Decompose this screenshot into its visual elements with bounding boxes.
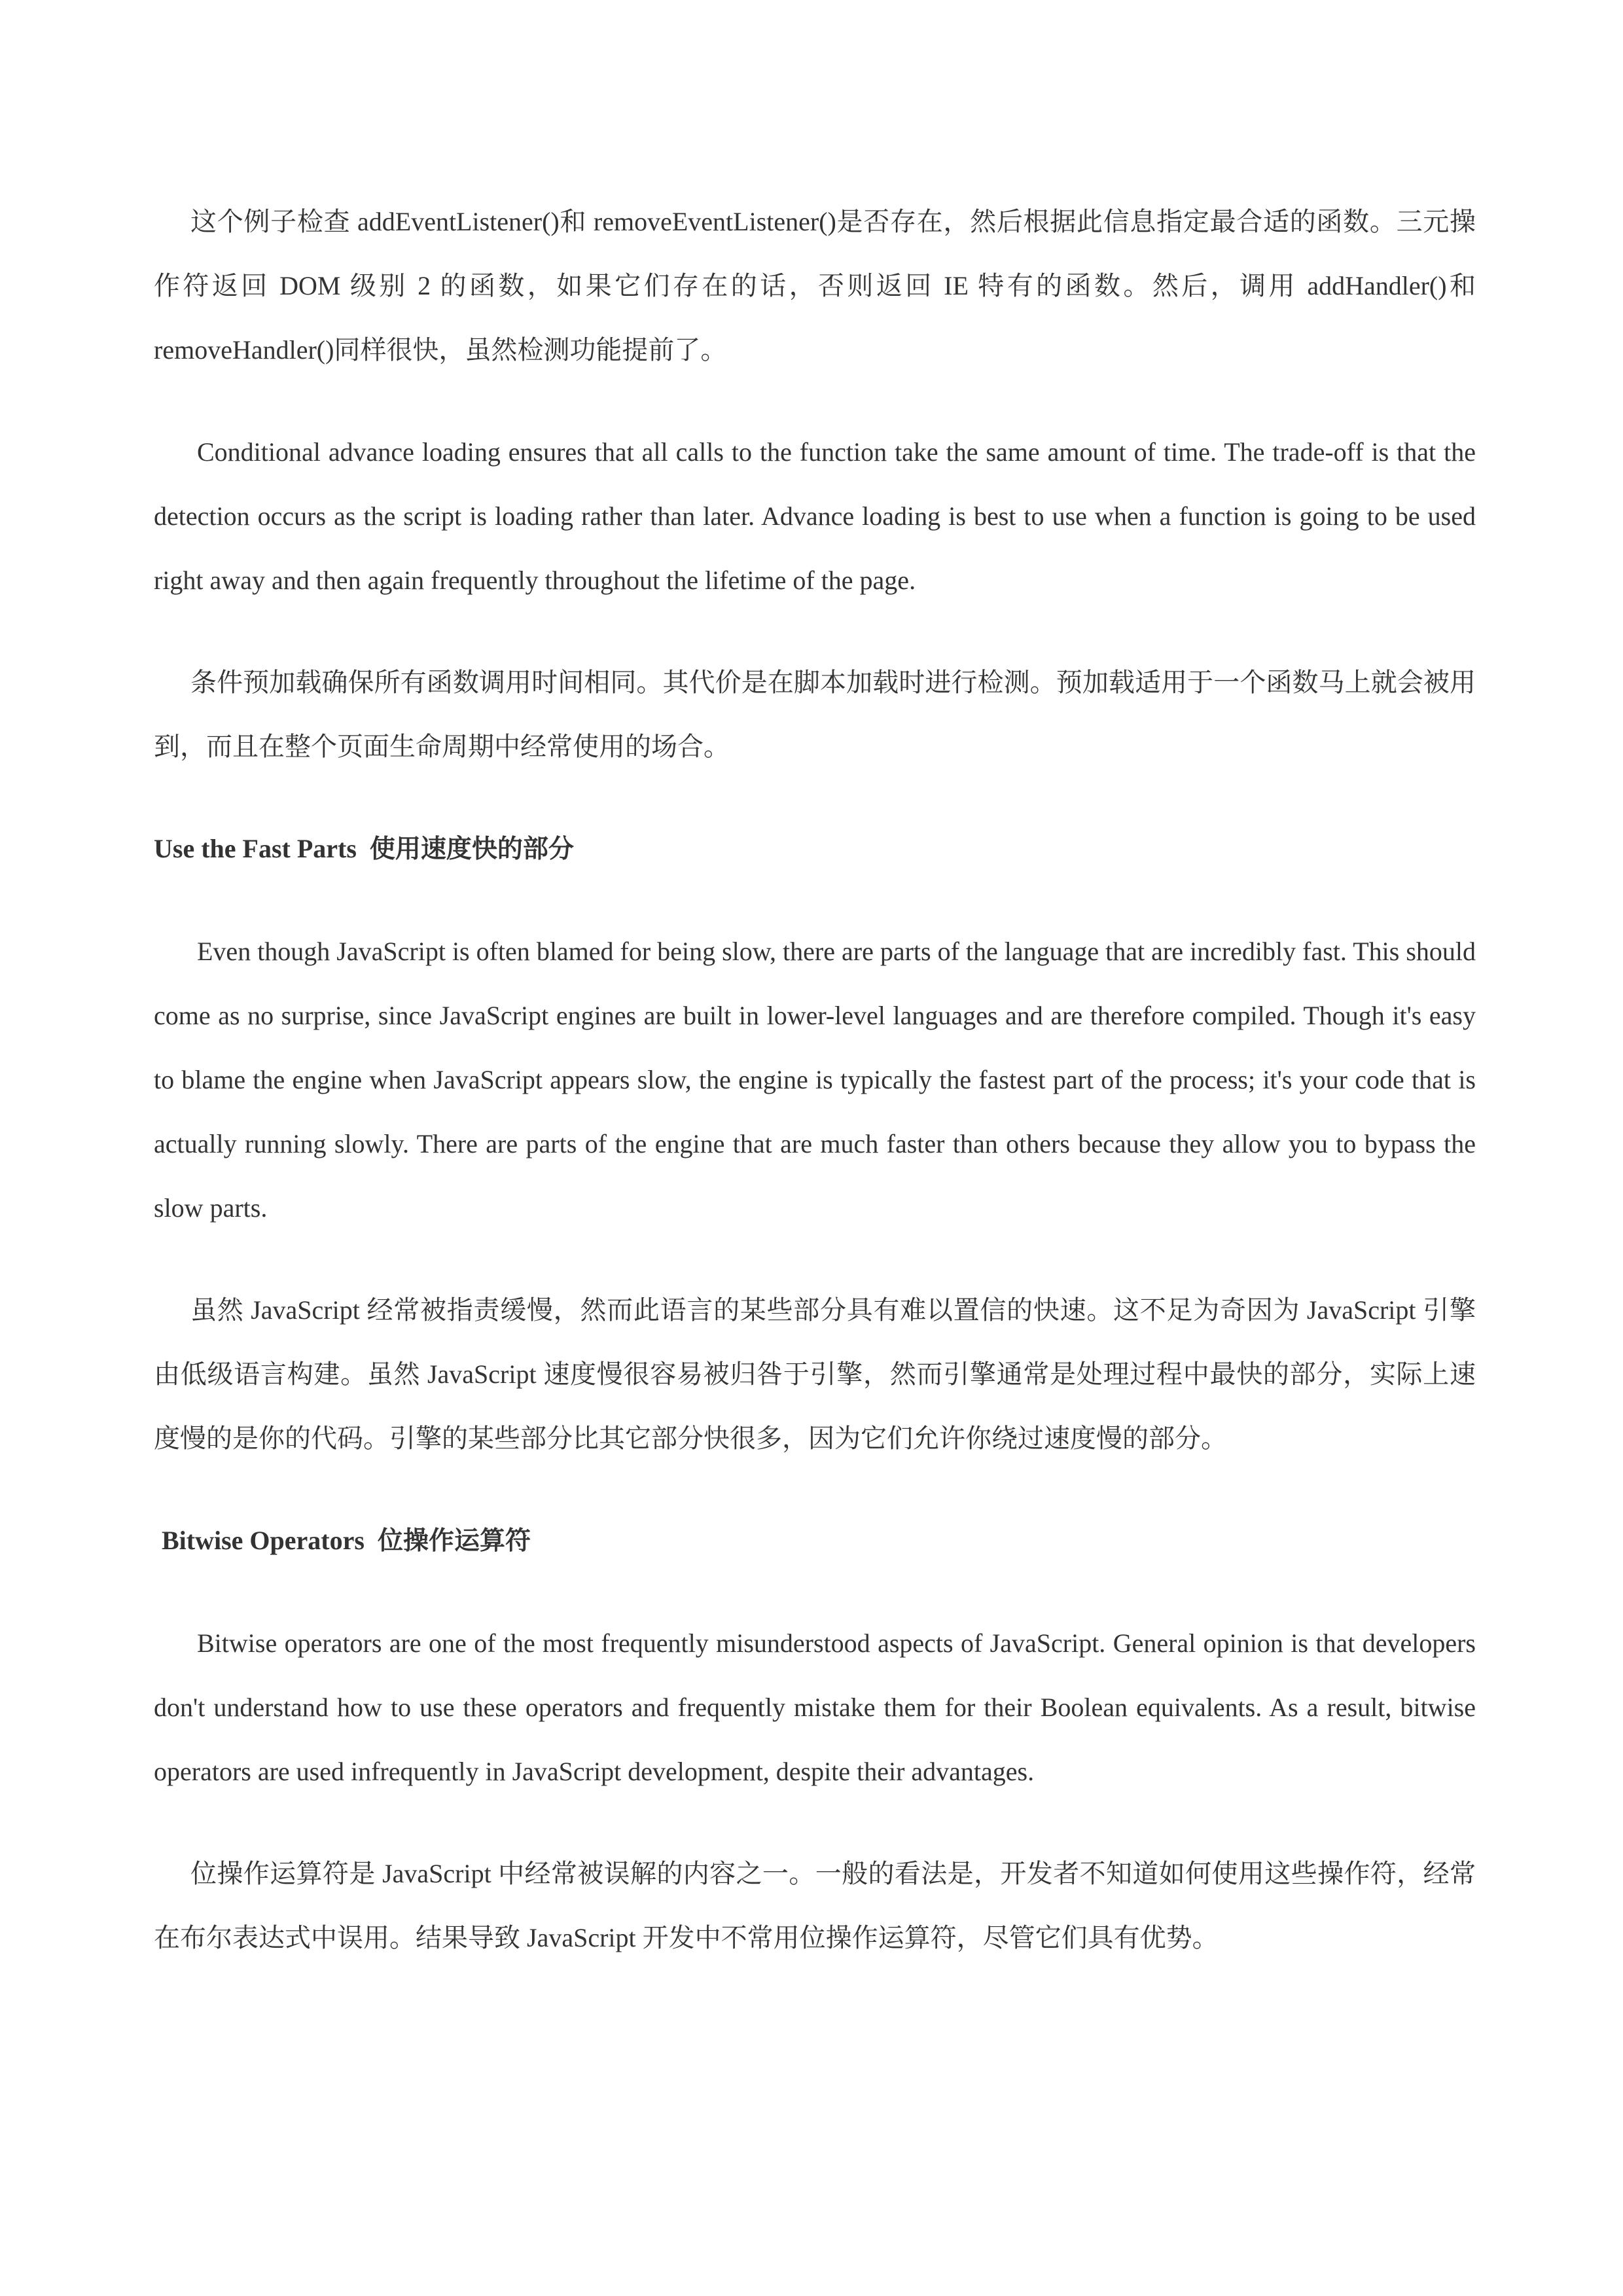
spacer — [154, 382, 1476, 420]
paragraph-bitwise-zh: 位操作运算符是 JavaScript 中经常被误解的内容之一。一般的看法是，开发者不知道如何使用这些操作符，经常在布尔表达式中误用。结果导致 JavaScript 开发中不常用位操作运算符，尽管它们具有优势。 — [154, 1859, 1476, 1952]
paragraph-bitwise-en: Bitwise operators are one of the most frequently misunderstood aspects of JavaScript. General opinion is that developers don't understand how to use these operators and frequently mistake them for their Boolean equivalents. As a result, bitwise operators are used infrequently in JavaScript development, despite their advantages. — [154, 1628, 1476, 1786]
spacer — [154, 779, 1476, 817]
paragraph-fast-parts-zh: 虽然 JavaScript 经常被指责缓慢，然而此语言的某些部分具有难以置信的快速。这不足为奇因为 JavaScript 引擎由低级语言构建。虽然 JavaScript 速度慢很容易被归咎于引擎，然而引擎通常是处理过程中最快的部分，实际上速度慢的是你的代码。引擎的某些部分比其它部分快很多，因为它们允许你绕过速度慢的部分。 — [154, 1295, 1476, 1453]
spacer — [154, 1240, 1476, 1278]
heading-bitwise-operators-zh: 位操作运算符 — [377, 1526, 531, 1556]
paragraph-advance-loading-en: Conditional advance loading ensures that all calls to the function take the same amount of time. The trade-off is that the detection occurs as the script is loading rather than later. Advance loading is best to use when a function is going to be used right away and then again frequently throughout the lifetime of the page. — [154, 437, 1476, 595]
spacer — [154, 1573, 1476, 1611]
heading-use-fast-parts-zh: 使用速度快的部分 — [369, 834, 574, 864]
document-page — [154, 190, 1476, 1970]
heading-bitwise-operators-en: Bitwise Operators — [162, 1526, 365, 1555]
spacer — [154, 1471, 1476, 1509]
spacer — [154, 1804, 1476, 1842]
spacer — [154, 882, 1476, 920]
heading-bitwise-operators — [154, 1509, 1476, 1573]
paragraph-advance-loading-translation: 条件预加载确保所有函数调用时间相同。其代价是在脚本加载时进行检测。预加载适用于一个函数马上就会被用到，而且在整个页面生命周期中经常使用的场合。 — [154, 668, 1476, 761]
heading-use-fast-parts-en: Use the Fast Parts — [154, 834, 357, 863]
heading-use-fast-parts — [154, 817, 1476, 882]
paragraph-advance-loading-zh: 这个例子检查 addEventListener()和 removeEventListener()是否存在，然后根据此信息指定最合适的函数。三元操作符返回 DOM 级别 2 的函数，如果它们存在的话，否则返回 IE 特有的函数。然后，调用 addHandler()和 removeHandler()同样很快，虽然检测功能提前了。 — [154, 207, 1476, 365]
paragraph-fast-parts-en: Even though JavaScript is often blamed for being slow, there are parts of the language that are incredibly fast. This should come as no surprise, since JavaScript engines are built in lower-level languages and are therefore compiled. Though it's easy to blame the engine when JavaScript appears slow, the engine is typically the fastest part of the process; it's your code that is actually running slowly. There are parts of the engine that are much faster than others because they allow you to bypass the slow parts. — [154, 937, 1476, 1223]
spacer — [154, 613, 1476, 651]
